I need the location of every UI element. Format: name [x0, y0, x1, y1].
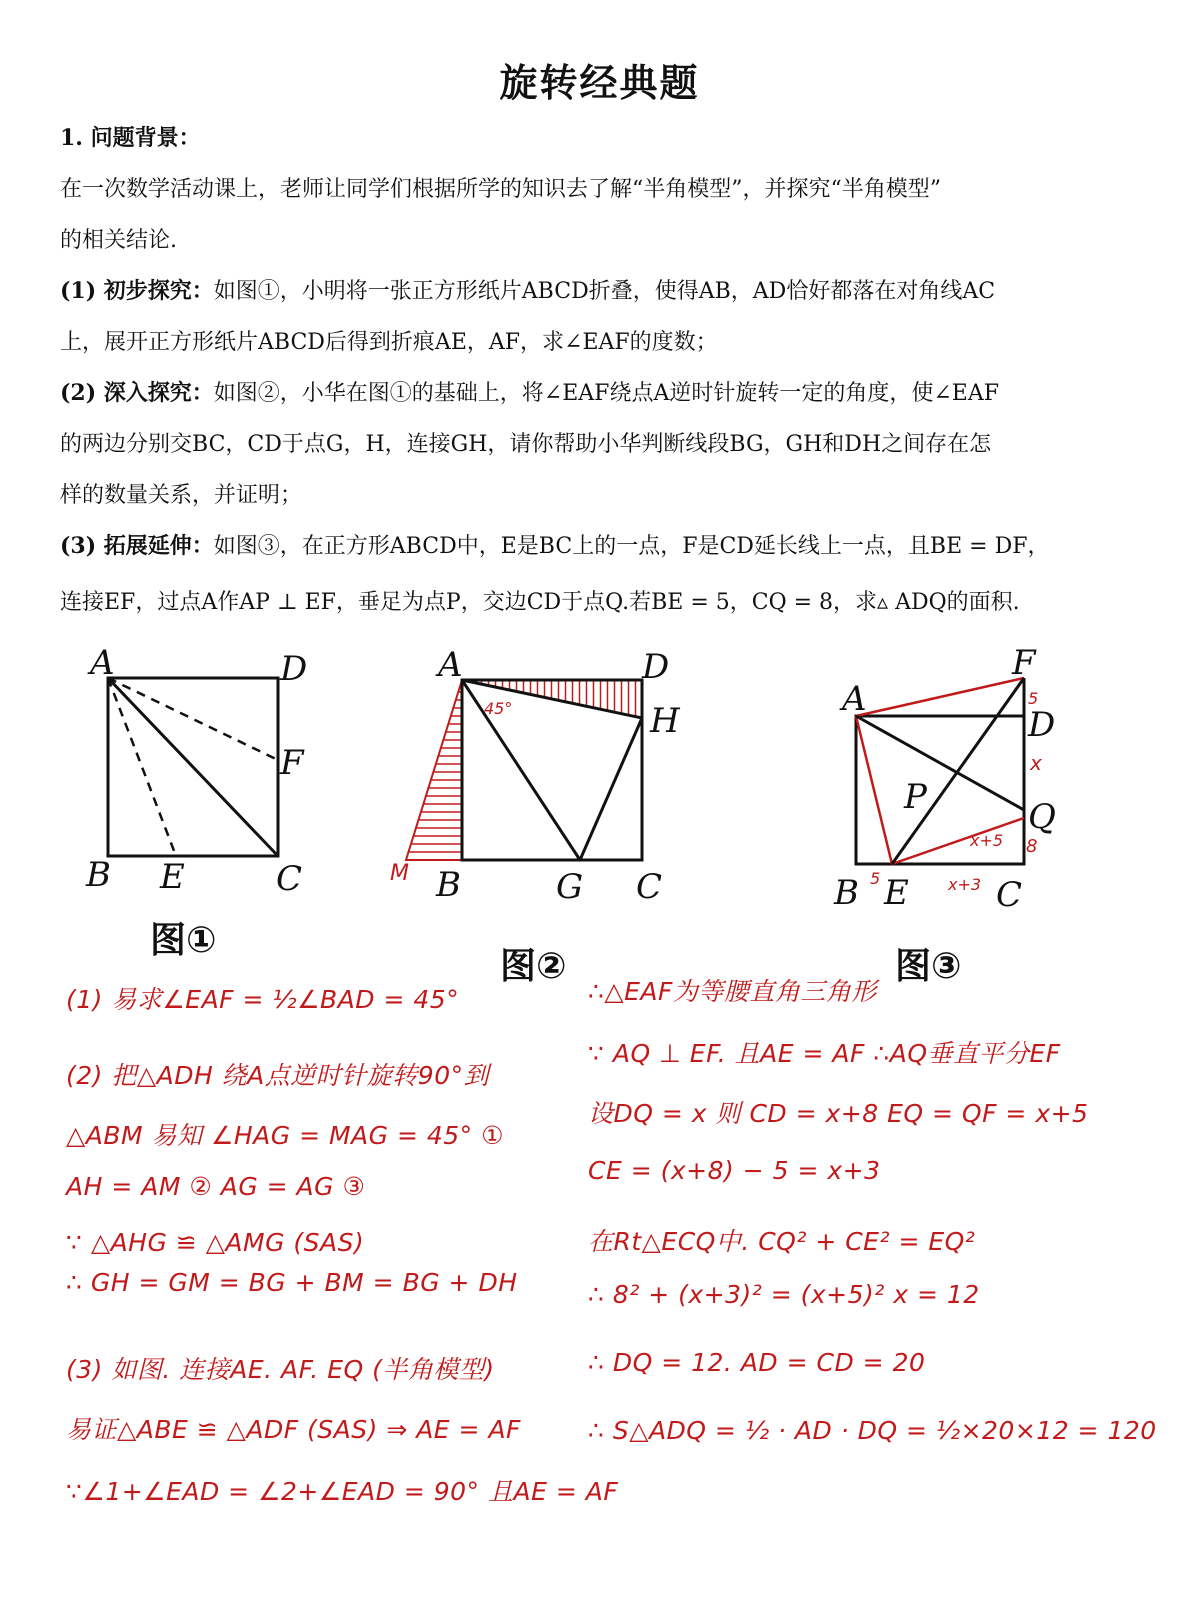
figure-3	[820, 640, 1080, 920]
solution-left-line-2: △ABM 易知 ∠HAG = MAG = 45° ①	[66, 1121, 505, 1150]
fig2-label-m: M	[390, 861, 409, 886]
figure-1	[80, 640, 340, 910]
solution-right-line-3: CE = (x+8) − 5 = x+3	[588, 1156, 881, 1185]
fig2-label-g: G	[556, 867, 584, 907]
fig3-note-ec: x+3	[948, 875, 982, 894]
fig3-line-af	[856, 678, 1024, 716]
fig2-label-b: B	[436, 865, 461, 905]
solution-left-line-8: ∵∠1+∠EAD = ∠2+∠EAD = 90° 且AE = AF	[66, 1477, 619, 1506]
fig2-label-d: D	[642, 647, 670, 687]
problem-line-5: (2) 深入探究：如图②，小华在图①的基础上，将∠EAF绕点A逆时针旋转一定的角度，使∠EAF	[60, 380, 999, 406]
solution-left-line-6: (3) 如图. 连接AE. AF. EQ (半角模型)	[66, 1355, 495, 1384]
problem-line-2: 的相关结论.	[60, 228, 177, 253]
solution-left-line-3: AH = AM ② AG = AG ③	[66, 1172, 366, 1201]
fig1-label-b: B	[86, 855, 111, 895]
fig1-label-f: F	[280, 743, 304, 783]
problem-line-9: 连接EF，过点A作AP ⊥ EF，垂足为点P，交边CD于点Q.若BE = 5，CQ = 8，求▵ ADQ的面积.	[60, 590, 1020, 615]
fig3-note-cq: 8	[1026, 836, 1038, 857]
problem-line-0: 1. 问题背景：	[60, 125, 201, 151]
problem-line-3: (1) 初步探究：如图①，小明将一张正方形纸片ABCD折叠，使得AB，AD恰好都落在对角线AC	[60, 278, 996, 304]
fig3-label-a: A	[842, 679, 867, 719]
fig3-line-ae	[856, 716, 892, 864]
problem-line-8: (3) 拓展延伸：如图③，在正方形ABCD中，E是BC上的一点，F是CD延长线上一点，且BE = DF，	[60, 533, 1050, 559]
fig2-label-c: C	[636, 867, 663, 907]
figure-3-caption: 图③	[895, 946, 962, 987]
figure-2-diagram	[380, 640, 710, 920]
solution-right-line-4: 在Rt△ECQ中. CQ² + CE² = EQ²	[588, 1227, 976, 1256]
fig2-angle-note: 45°	[484, 699, 513, 718]
solution-left-line-4: ∵ △AHG ≌ △AMG (SAS)	[66, 1228, 365, 1257]
page-title: 旋转经典题	[499, 60, 700, 105]
fig3-label-p: P	[904, 777, 927, 817]
fig3-label-b: B	[834, 873, 859, 913]
problem-line-1: 在一次数学活动课上，老师让同学们根据所学的知识去了解“半角模型”，并探究“半角模型”	[60, 177, 941, 202]
fig3-label-c: C	[996, 875, 1023, 915]
fig3-note-eq: x+5	[970, 831, 1004, 850]
fig3-note-dq: x	[1030, 751, 1042, 775]
problem-line-7: 样的数量关系，并证明；	[60, 483, 303, 508]
fig1-fold-ae	[108, 678, 176, 856]
fig3-label-q: Q	[1028, 797, 1056, 837]
problem-line-6: 的两边分别交BC，CD于点G，H，连接GH，请你帮助小华判断线段BG，GH和DH之间存在怎	[60, 432, 992, 457]
solution-left-line-1: (2) 把△ADH 绕A点逆时针旋转90°到	[66, 1061, 490, 1090]
figure-1-diagram	[80, 640, 340, 910]
solution-right-line-5: ∴ 8² + (x+3)² = (x+5)² x = 12	[588, 1280, 980, 1309]
solution-left-line-7: 易证△ABE ≌ △ADF (SAS) ⇒ AE = AF	[66, 1415, 521, 1444]
figure-3-diagram	[820, 640, 1080, 920]
solution-right-line-1: ∵ AQ ⊥ EF. 且AE = AF ∴AQ垂直平分EF	[588, 1039, 1061, 1068]
fig1-label-c: C	[276, 859, 303, 899]
fig3-label-e: E	[884, 873, 909, 913]
fig1-diagonal-ac	[108, 678, 278, 856]
fig1-fold-af	[108, 678, 278, 760]
fig3-line-eq	[892, 818, 1024, 864]
fig2-label-h: H	[650, 701, 680, 741]
figure-1-caption: 图①	[150, 920, 217, 961]
fig1-label-e: E	[160, 857, 185, 897]
figure-2	[380, 640, 710, 920]
fig2-label-a: A	[438, 645, 463, 685]
solution-right-line-7: ∴ S△ADQ = ½ · AD · DQ = ½×20×12 = 120	[588, 1416, 1157, 1445]
solution-left-line-5: ∴ GH = GM = BG + BM = BG + DH	[66, 1268, 518, 1297]
solution-right-line-6: ∴ DQ = 12. AD = CD = 20	[588, 1348, 926, 1377]
solution-right-line-2: 设DQ = x 则 CD = x+8 EQ = QF = x+5	[588, 1099, 1089, 1128]
fig3-line-ef	[892, 678, 1024, 864]
fig3-label-f: F	[1012, 643, 1036, 683]
fig2-triangle-abm	[406, 680, 462, 860]
fig3-label-d: D	[1028, 705, 1056, 745]
fig3-note-df: 5	[1028, 689, 1039, 708]
fig3-note-be: 5	[870, 869, 881, 888]
fig1-label-d: D	[280, 649, 308, 689]
figure-2-caption: 图②	[500, 946, 567, 987]
fig1-label-a: A	[90, 643, 115, 683]
solution-left-line-0: (1) 易求∠EAF = ½∠BAD = 45°	[66, 985, 460, 1014]
solution-right-line-0: ∴△EAF为等腰直角三角形	[588, 977, 877, 1006]
fig2-line-ag	[462, 680, 580, 860]
problem-line-4: 上，展开正方形纸片ABCD后得到折痕AE，AF，求∠EAF的度数；	[60, 330, 718, 355]
fig2-line-gh	[580, 718, 642, 860]
